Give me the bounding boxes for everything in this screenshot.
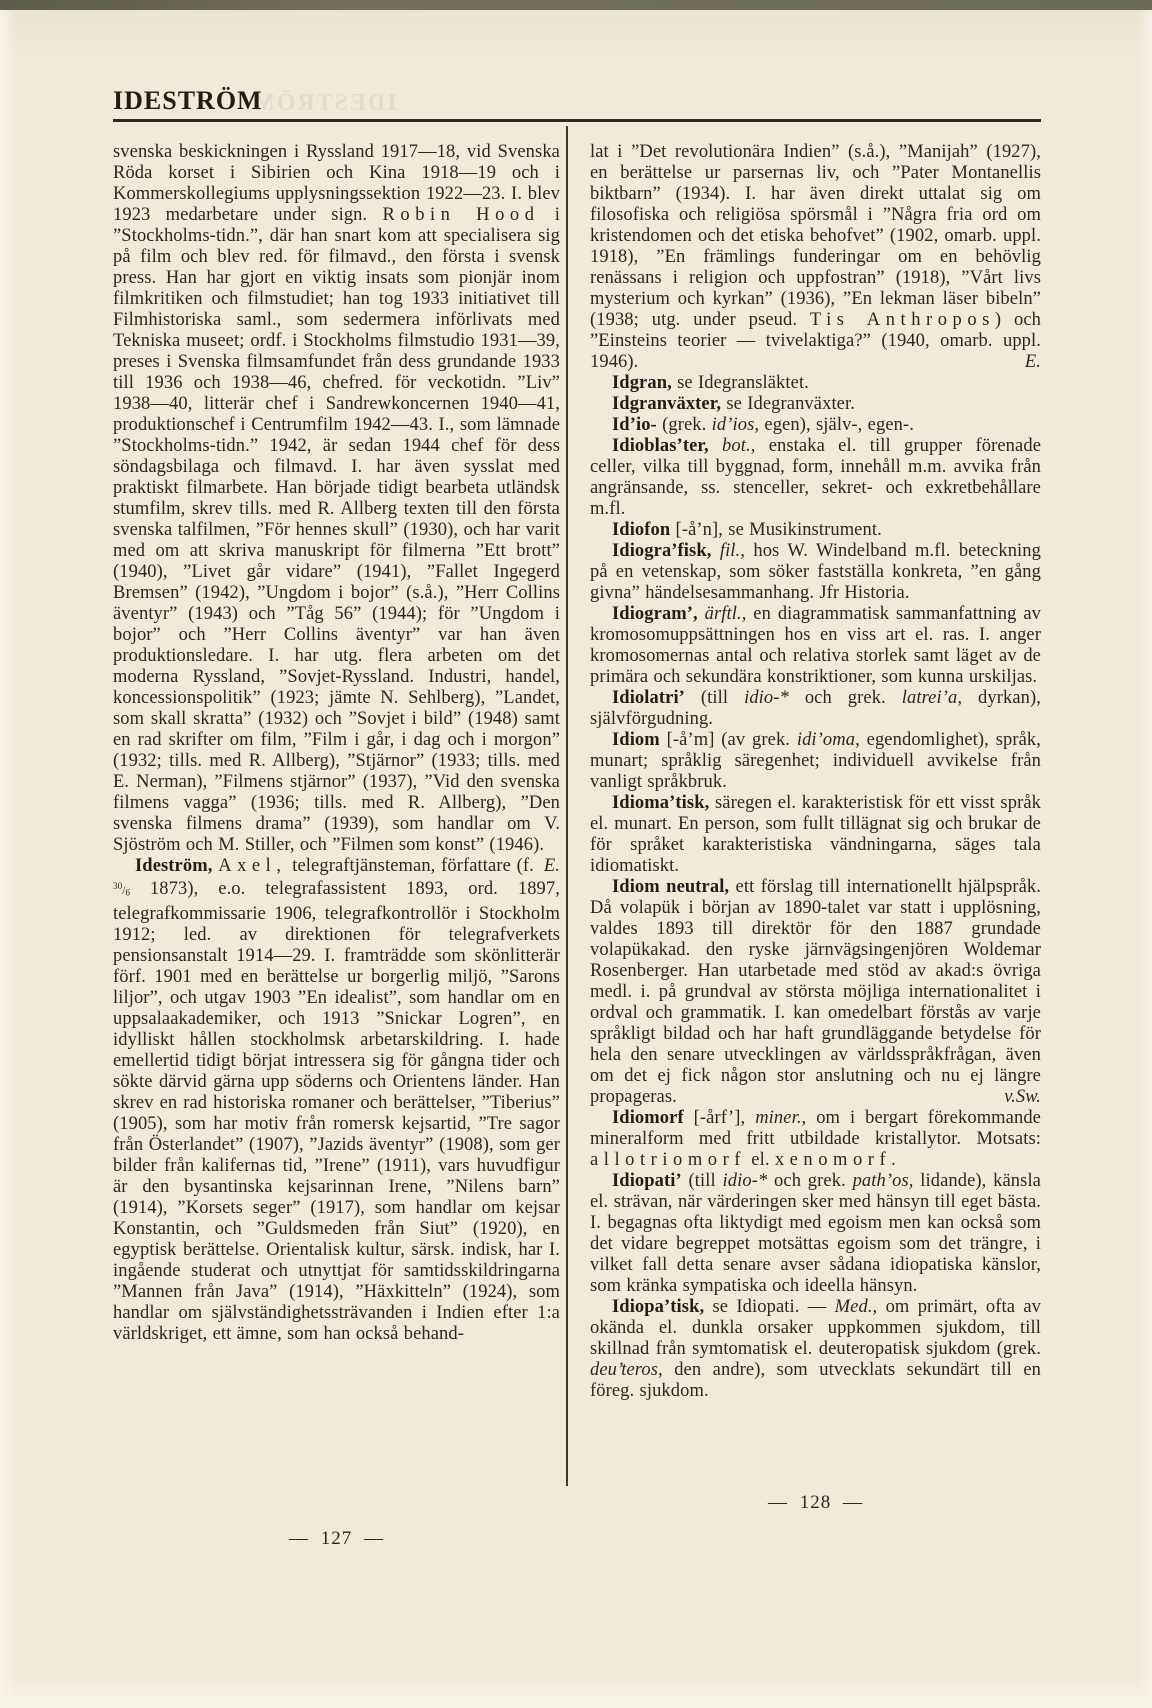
entry-idiomatisk xyxy=(590,793,1041,877)
entry-headword: Id’io- xyxy=(612,415,657,435)
entry-text: se Idegransläktet. xyxy=(671,373,809,393)
author-signature: E. xyxy=(1024,352,1041,372)
entry-idioblaster xyxy=(590,436,1041,520)
entry-headword: Idgranväxter, xyxy=(612,394,722,414)
entry-idio xyxy=(590,415,1041,436)
running-header: IDESTRÖM xyxy=(113,86,263,115)
entry-idiogram xyxy=(590,604,1041,688)
entry-headword: Idiogra’fisk, xyxy=(612,541,712,561)
entry-text: egendomlighet), språk, munart; språklig säregenhet; individuell avvikelse från vanligt språkbruk. xyxy=(590,730,1041,792)
entry-idestrom-axel xyxy=(113,856,560,1345)
entry-text: dyrkan), självförgudning. xyxy=(590,688,1041,729)
entry-idiografisk xyxy=(590,541,1041,604)
entry-idiofon xyxy=(590,520,1041,541)
entry-text: (till xyxy=(681,1171,723,1191)
entry-idgran xyxy=(590,373,1041,394)
entry-headword: Idgran, xyxy=(612,373,672,393)
entry-text: idio-* xyxy=(744,688,789,708)
entry-text: en diagrammatisk sammanfattning av kromosomuppsättningen hos en viss art el. ras. I. anger kromosomernas antal och relativa storlek samt läget av de primära och sekundära konstriktioner, som kunna urskiljas. xyxy=(590,604,1041,687)
entry-text: svenska beskickningen i Ryssland 1917—18, vid Svenska Röda korset i Sibirien och Kina 1918—19 och i Kommerskollegiums upplysningssektion 1922—23. I. blev 1923 medarbetare under sign. xyxy=(113,142,560,225)
entry-text: om primärt, ofta av okända el. dunkla orsaker uppkommen sjukdom, till skillnad från symtomatisk el. deuteropatisk sjukdom (grek. xyxy=(590,1297,1041,1359)
entry-text: [-å’n], se Musikinstrument. xyxy=(670,520,882,540)
header-rule xyxy=(113,119,1041,122)
entry-text: se Idiopati. — xyxy=(704,1297,835,1317)
right-column xyxy=(590,142,1041,1402)
entry-text xyxy=(698,604,705,624)
entry-text: allotriomorf xyxy=(590,1150,746,1170)
header-bleed-through-text: IDESTRÖM xyxy=(250,90,397,116)
entry-headword: Ideström, xyxy=(135,856,213,876)
entry-text: lidande), känsla el. strävan, när värderingen sker med hänsyn till eget bästa. I. begagnas ofta liktydigt med egoism men kan också som det vidare begreppet motsättas egoism som det trängre, i vilket fall detta senare avser sådana idiopatiska känslor, som kränka sympatiska och ideella hänsyn. xyxy=(590,1171,1041,1296)
entry-text: telegraftjänsteman, författare (f. xyxy=(286,856,534,876)
entry-idiopati xyxy=(590,1171,1041,1297)
entry-headword: Idioblas’ter, xyxy=(612,436,709,456)
date-fraction: $^{30}/_6$ xyxy=(113,882,130,899)
entry-text: [-årf’], xyxy=(683,1108,756,1128)
entry-text: fil., xyxy=(719,541,745,561)
entry-headword: Idiopati’ xyxy=(612,1171,682,1191)
entry-headword: Idiogram’, xyxy=(612,604,698,624)
entry-headword: Idiolatri’ xyxy=(612,688,685,708)
entry-text: säregen el. karakteristisk för ett visst språk el. munart. En person, som fullt tillägnat sig och brukar de för språket karakteristiska vändningarna, säges tala idiomatiskt. xyxy=(590,793,1041,876)
entry-text: idi’oma, xyxy=(796,730,860,750)
entry-text: om i bergart förekommande mineralform med fritt utbildade kristallytor. Motsats: xyxy=(590,1108,1041,1149)
entry-text: ett förslag till internationellt hjälpspråk. Då volapük i början av 1890-talet var statt i upplösning, valdes 1893 till direktör för den 1887 grundade volapükakad. den ryske järnvägsingenjören Woldemar Rosenberger. Han utarbetade med stöd av akad:s övriga medl. i. på grundval av största möjliga internationalitet i ordval och grammatik. I. kan omedelbart förstås av varje språkligt bildad och har haft grundläggande betydelse för hela den senare utvecklingen av världsspråkfrågan, även om det ej fick någon stor anslutning och nu ej längre propageras. xyxy=(590,877,1041,1107)
entry-text xyxy=(709,436,722,456)
entry-text: ärftl., xyxy=(704,604,747,624)
entry-text: enstaka el. till grupper förenade celler, vilka till byggnad, form, innehåll m.m. avvika från angränsande, ss. stenceller, sekret- och exkretbehållare m.fl. xyxy=(590,436,1042,519)
entry-text: Axel, xyxy=(218,856,287,876)
entry-text: och grek. xyxy=(767,1171,853,1191)
entry-idiomorf xyxy=(590,1108,1041,1171)
entry-text: el. xyxy=(746,1150,775,1170)
entry-text: den andre), som utvecklats sekundärt till en föreg. sjukdom. xyxy=(590,1360,1041,1401)
entry-text: [-å’m] (av grek. xyxy=(659,730,797,750)
entry-idiolatri xyxy=(590,688,1041,730)
entry-text: (till xyxy=(684,688,745,708)
entry-text: och grek. xyxy=(788,688,902,708)
entry-idgranvaxter xyxy=(590,394,1041,415)
entry-text: deu’teros, xyxy=(590,1360,663,1380)
entry-text: path’os, xyxy=(852,1171,914,1191)
entry-text: ) och ”Einsteins teorier — tvivelaktiga?” (1940, omarb. uppl. 1946). xyxy=(590,310,1041,372)
entry-text: latrei’a, xyxy=(901,688,963,708)
page-number-left: — 127 — xyxy=(289,1528,384,1549)
entry-text: Robin Hood xyxy=(382,205,540,225)
entry-text: i ”Stockholms-tidn.”, där han snart kom att specialisera sig på film och blev red. för filmavd., den första i svensk press. Han har gjort en viktig insats som pionjär inom filmkritiken och filmstudiet; han tog 1933 initiativet till Filmhistoriska saml., som sedermera införlivats med Tekniska museet; ordf. i Stockholms filmstudio 1931—39, preses i Svenska filmsamfundet från dess grundande 1933 till 1936 och 1938—46, chefred. för veckotidn. ”Liv” 1938—40, litterär chef i Sandrewkoncernen 1940—41, produktionschef i Centrumfilm 1942—43. I., som lämnade ”Stockholms-tidn.” 1942, är sedan 1944 chef för dess söndagsbilaga och filmavd. I. har även sysslat med praktiskt filmarbete. Han började tidigt bearbeta utländsk stumfilm, skrev tills. med R. Allberg texten till den första svenska talfilmen, ”För hennes skull” (1930), och har varit med om att skriva manuskript för filmerna ”Ett brott” (1940), ”Livet går vidare” (1941), ”Fallet Ingegerd Bremsen” (1942), ”Ungdom i bojor” (s.å.), ”Herr Collins äventyr” (1943) och ”Tåg 56” (1944); för ”Ungdom i bojor” och ”Herr Collins äventyr” var han även produktionsledare. I. har utg. flera arbeten om det moderna Ryssland, ”Sovjet-Ryssland. Industri, handel, koncessionspolitik” (1923; jämte N. Sehlberg), ”Landet, som skall skratta” (1932) och ”Sovjet i bild” (1948) samt en rad skrifter om film, ”Film i går, i dag och i morgon” (1932; tills. med R. Allberg), ”Stjärnor” (1933; tills. med E. Nerman), ”Filmens stjärnor” (1937), ”Vid den svenska filmens vagga” (1936; tills. med R. Allberg), ”Den svenska filmens drama” (1939), som handlar om V. Sjöström och M. Stiller, och ”Filmen som konst” (1946). xyxy=(113,205,560,855)
entry-idiom-neutral xyxy=(590,877,1041,1108)
scan-edge-band xyxy=(0,0,1152,10)
entry-text: hos W. Windelband m.fl. beteckning på en vetenskap, som söker fastställa konkreta, ”en gång givna” händelsesammanhang. Jfr Historia. xyxy=(590,541,1041,603)
entry-text: bot., xyxy=(722,436,756,456)
entry-text: miner., xyxy=(755,1108,807,1128)
entry-headword: Idiom neutral, xyxy=(612,877,730,897)
entry-headword: Idiomorf xyxy=(612,1108,684,1128)
entry-headword: Idiopa’tisk, xyxy=(612,1297,705,1317)
entry-text: id’ios, xyxy=(711,415,760,435)
entry-headword: Idioma’tisk, xyxy=(612,793,710,813)
entry-text xyxy=(711,541,719,561)
entry-text: Med., xyxy=(834,1297,878,1317)
entry-text: 1873), e.o. telegrafassistent 1893, ord. 1897, telegrafkommissarie 1906, telegrafkontrollör i Stockholm 1912; led. av direktionen för telegrafverkets pensionsanstalt 1914—29. I. framträdde som skönlitterär förf. 1901 med en berättelse ur borgerlig miljö, ”Sarons liljor”, och utgav 1903 ”En idealist”, som handlar om en uppsalaakademiker, och 1913 ”Snickar Logren”, en idylliskt hållen stockholmsk arbetarskildring. I. hade emellertid tidigt börjat intressera sig för gångna tider och sökte därvid gärna upp söderns och Orientens länder. Han skrev en rad historiska romaner och berättelser, ”Tiberius” (1905), som har motiv från romersk kejsartid, ”Tre sagor från Österlandet” (1907), ”Jazids äventyr” (1908), som ger bilder från kalifernas tid, ”Irene” (1911), vars huvudfigur är den bysantinska kejsarinnan Irene, ”Nilens barn” (1914), ”Korsets seger” (1917), som handlar om kejsar Konstantin, och ”Guldsmeden från Siut” (1920), en egyptisk berättelse. Orientalisk kultur, särsk. indisk, har I. ingående studerat och utnyttjat för samtidsskildringarna ”Mannen från Java” (1914), ”Häxkitteln” (1924), som handlar om självständighetssträvanden i Indien efter 1:a världskriget, ett ämne, som han också behand- xyxy=(113,879,560,1345)
entry-text: lat i ”Det revolutionära Indien” (s.å.), ”Manijah” (1927), en berättelse ur parsernas liv, och ”Pater Montanellis biktbarn” (1934). I. har även direkt uttalat sig om filosofiska och religiösa spörsmål i ”Några fria ord om kristendomen och det etiska behofvet” (1902, omarb. uppl. 1918), ”En främlings funderingar om en behövlig renässans i religion och uppfostran” (1918), ”Vårt livs mysterium och kyrkan” (1936), ”En lekman läser bibeln” (1938; utg. under pseud. xyxy=(590,142,1041,330)
author-signature: v.Sw. xyxy=(1004,1087,1041,1107)
entry-text: xenomorf. xyxy=(774,1150,902,1170)
entry-headword: Idiofon xyxy=(612,520,671,540)
entry-text: Tis Anthropos xyxy=(809,310,995,330)
entry-text: se Idegranväxter. xyxy=(721,394,855,414)
column-divider xyxy=(566,126,568,1486)
entry-text: egen), själv-, egen-. xyxy=(759,415,914,435)
entry-text: idio-* xyxy=(722,1171,768,1191)
entry-text: (grek. xyxy=(656,415,712,435)
author-signature: E. xyxy=(543,856,560,876)
page-number-right: — 128 — xyxy=(768,1492,863,1513)
entry-idiopatisk xyxy=(590,1297,1041,1402)
entry-idiom xyxy=(590,730,1041,793)
entry-headword: Idiom xyxy=(612,730,660,750)
entry-continuation-idestrom-axel xyxy=(590,142,1041,373)
left-column xyxy=(113,142,560,1345)
